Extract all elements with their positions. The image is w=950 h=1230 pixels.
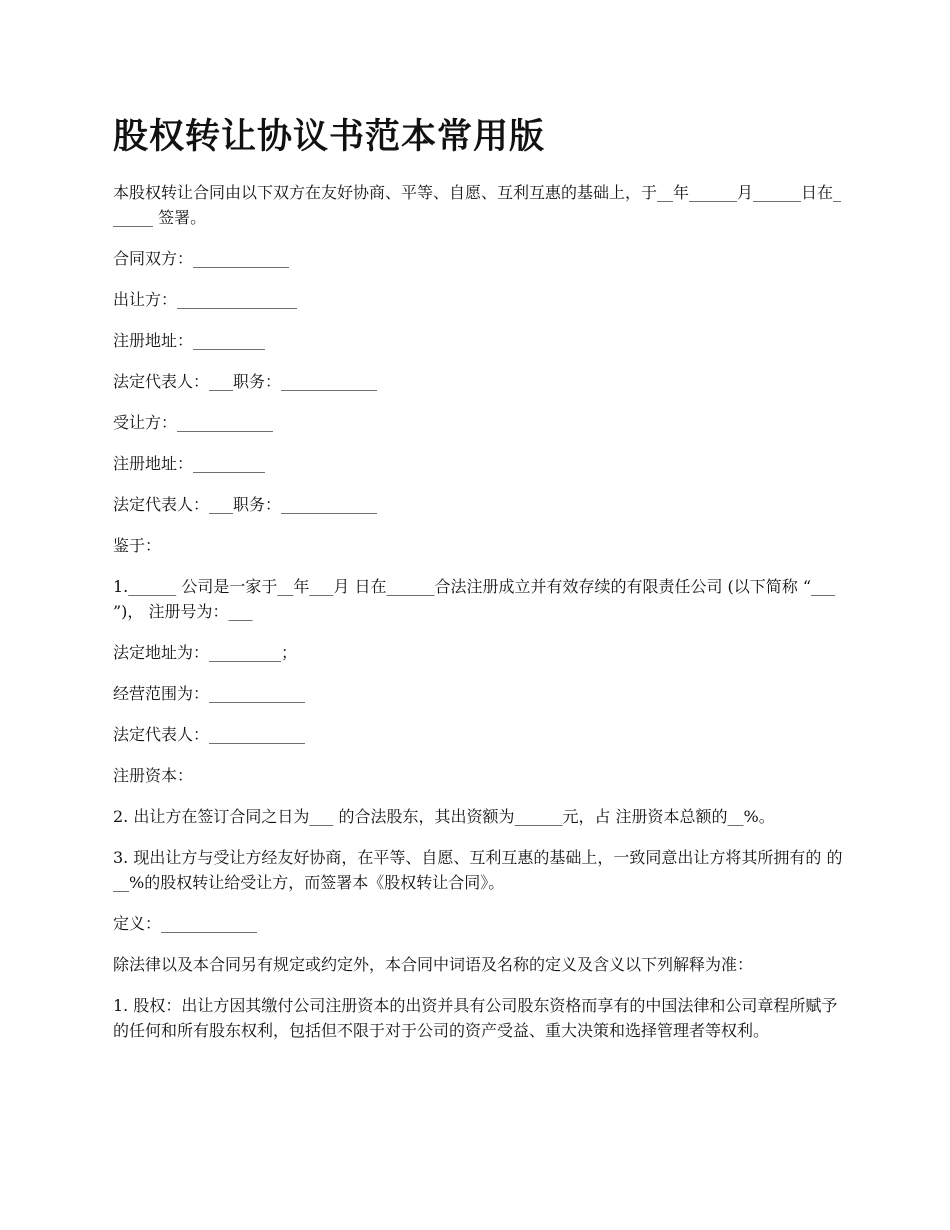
transferee-address-line: 注册地址：_________ xyxy=(113,454,266,473)
business-scope-line: 经营范围为：____________ xyxy=(113,684,306,703)
parties-line: 合同双方：____________ xyxy=(113,249,290,268)
whereas-heading: 鉴于： xyxy=(113,536,162,555)
legal-address-line: 法定地址为：_________； xyxy=(113,643,298,662)
shareholder-clause: 2. 出让方在签订合同之日为___ 的合法股东，其出资额为______元，占 注册资本总额的__%。 xyxy=(113,807,775,826)
transferee-representative-line: 法定代表人：___职务：____________ xyxy=(113,495,378,514)
transferor-address-line: 注册地址：_________ xyxy=(113,331,266,350)
agreement-clause: 3. 现出让方与受让方经友好协商，在平等、自愿、互利互惠的基础上，一致同意出让方将其所拥有的 的__%的股权转让给受让方，而签署本《股权转让合同》。 xyxy=(113,848,843,892)
registered-capital-line: 注册资本： xyxy=(113,766,194,785)
transferee-line: 受让方：____________ xyxy=(113,413,274,432)
equity-definition: 1. 股权：出让方因其缴付公司注册资本的出资并具有公司股东资格而享有的中国法律和公司章程所赋予的任何和所有股东权利，包括但不限于对于公司的资产受益、重大决策和选择管理者等权利。 xyxy=(113,996,838,1040)
intro-paragraph: 本股权转让合同由以下双方在友好协商、平等、自愿、互利互惠的基础上，于__年______月______日在______ 签署。 xyxy=(113,183,842,227)
definitions-line: 定义：____________ xyxy=(113,914,258,933)
transferor-line: 出让方：_______________ xyxy=(113,290,298,309)
company-representative-line: 法定代表人：____________ xyxy=(113,725,306,744)
company-clause: 1.______ 公司是一家于__年___月 日在______合法注册成立并有效存续的有限责任公司 (以下简称 “___ ”)， 注册号为：___ xyxy=(113,577,841,621)
document-page xyxy=(113,112,843,1059)
transferor-representative-line: 法定代表人：___职务：____________ xyxy=(113,372,378,391)
document-title: 股权转让协议书范本常用版 xyxy=(113,117,546,157)
definitions-intro: 除法律以及本合同另有规定或约定外，本合同中词语及名称的定义及含义以下列解释为准： xyxy=(113,955,754,974)
